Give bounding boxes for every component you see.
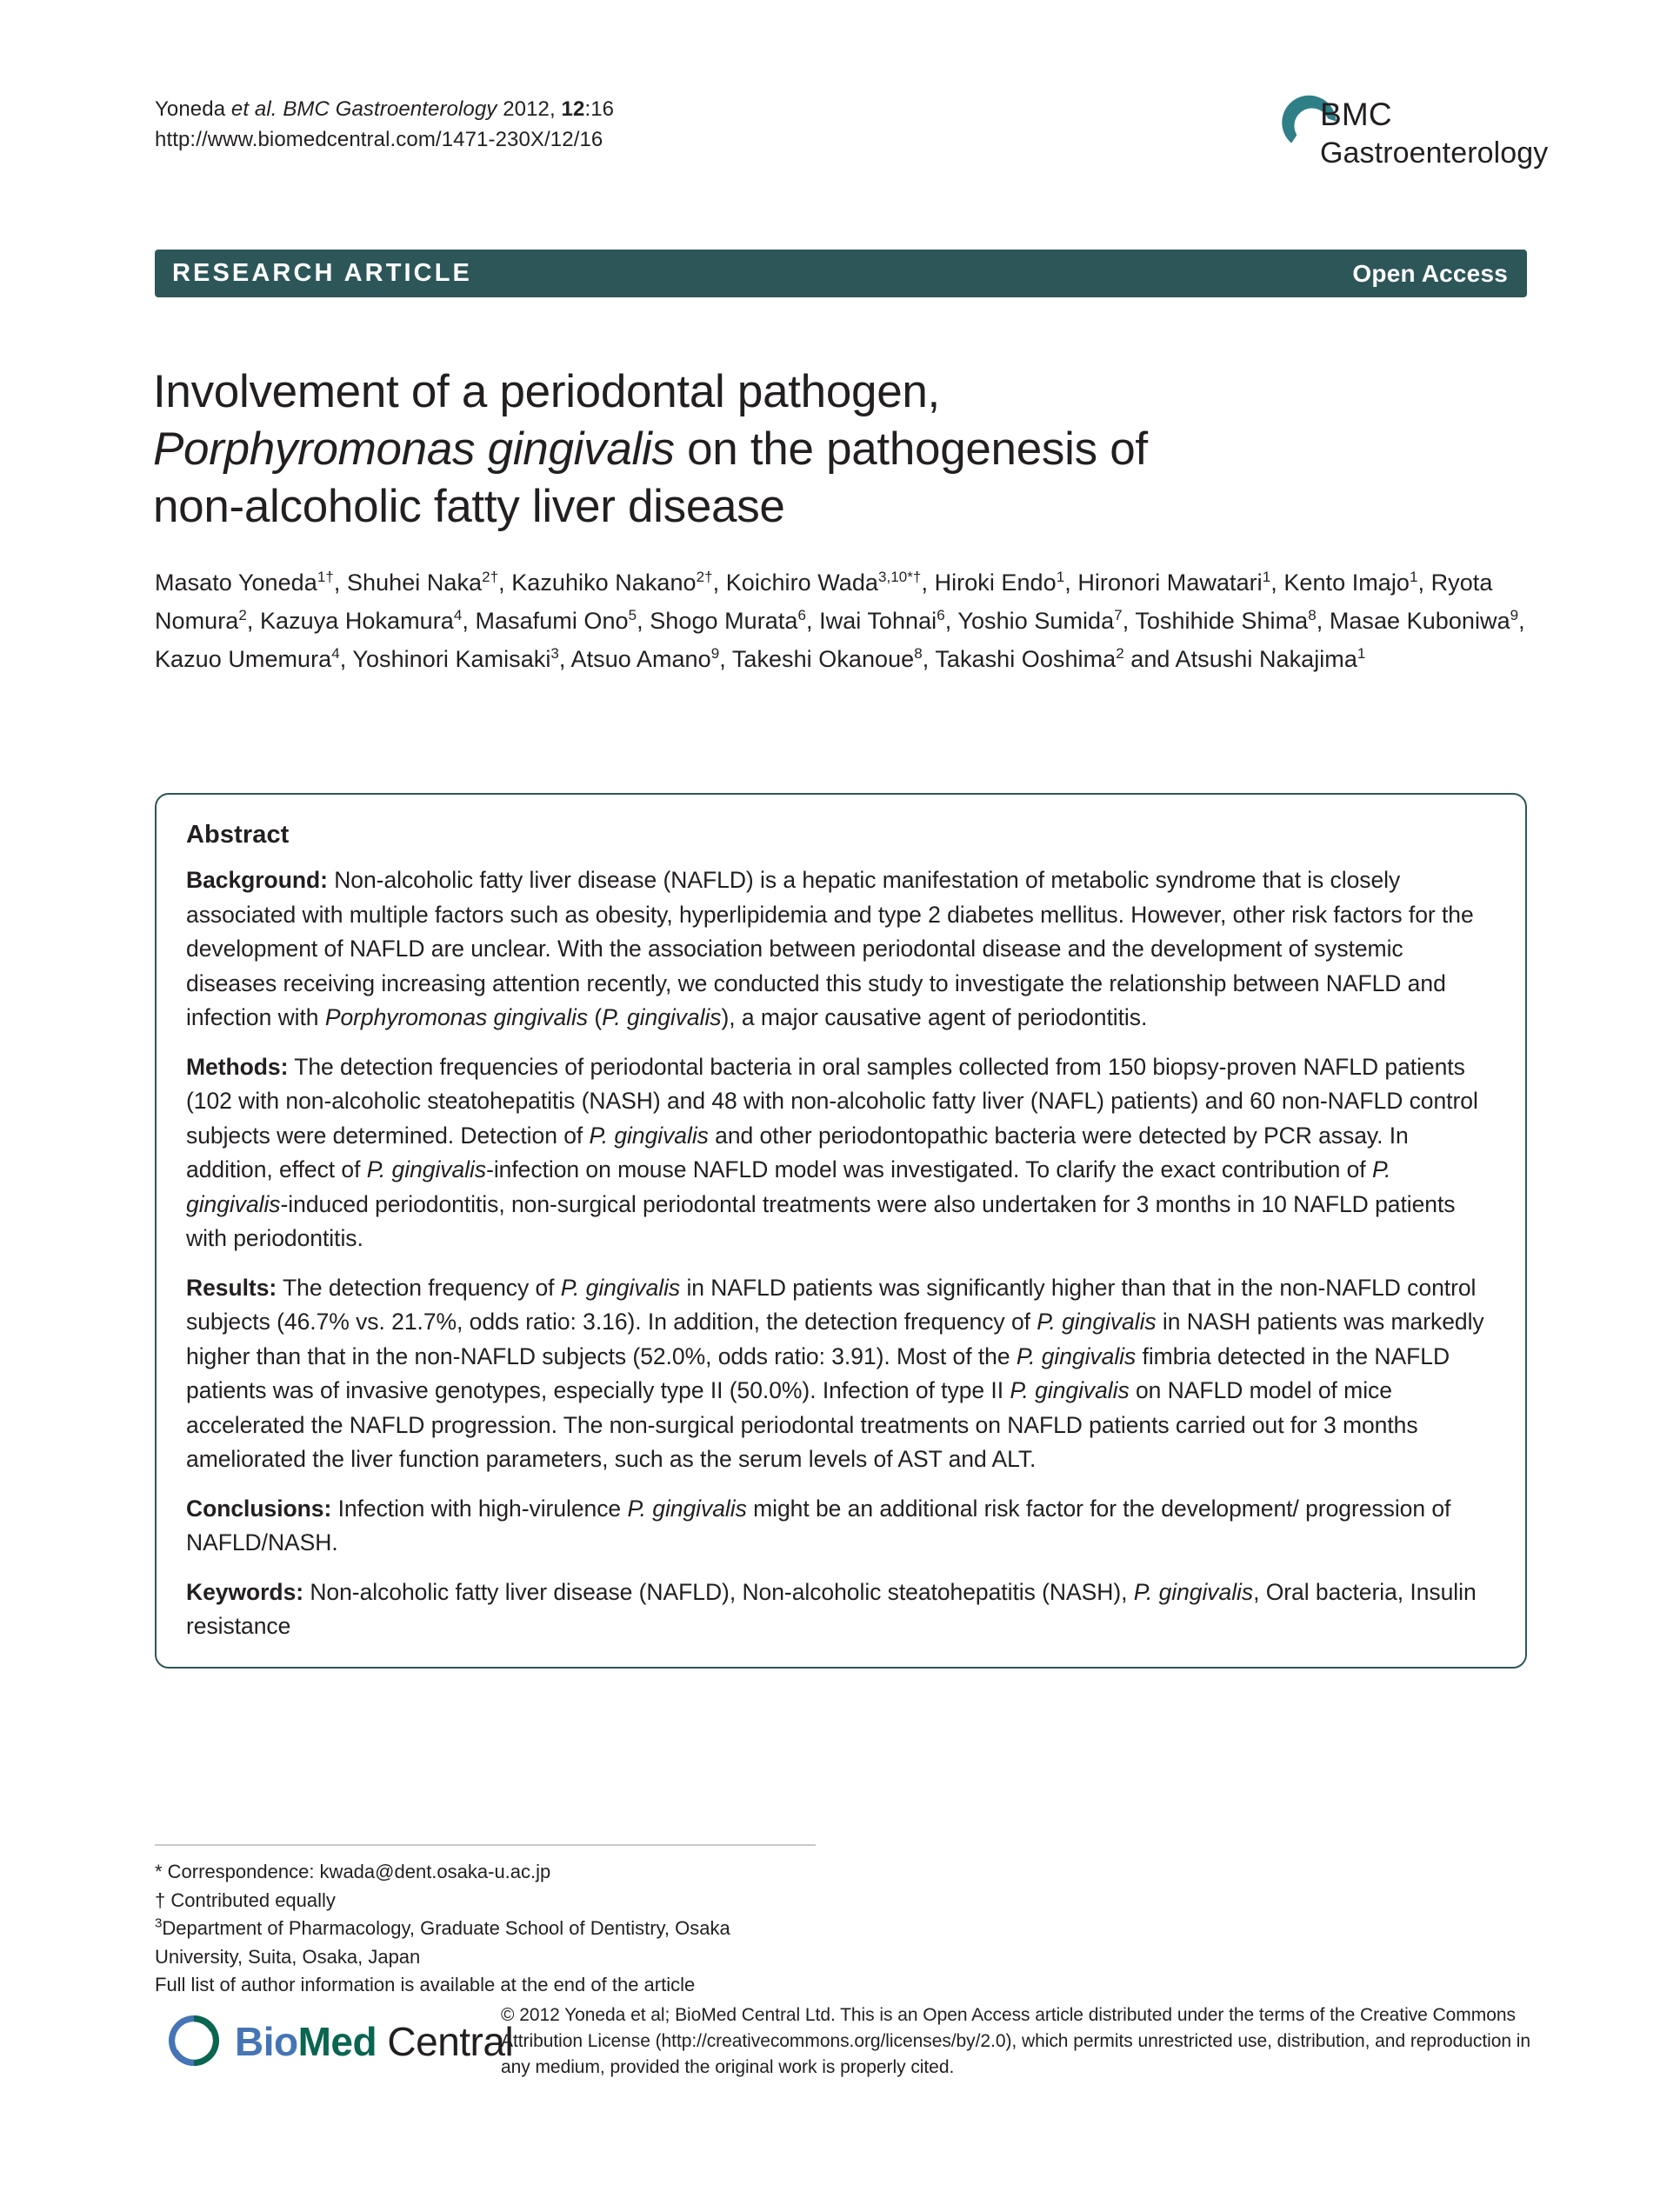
- author-affiliation-marker: 3: [550, 645, 559, 662]
- author-affiliation-marker: 6: [797, 607, 806, 623]
- author-name: Kazuo Umemura: [155, 646, 332, 672]
- author-affiliation-marker: 1: [1262, 569, 1271, 585]
- wordmark-bio: Bio: [235, 2019, 298, 2064]
- author-separator: and: [1123, 646, 1176, 672]
- wordmark-med: Med: [297, 2019, 377, 2064]
- abstract-italic-term: P. gingivalis: [627, 1495, 747, 1522]
- full-author-list-note: Full list of author information is available at the end of the article: [155, 1974, 696, 1995]
- author-separator: ,: [1417, 570, 1431, 596]
- author-name: Atsushi Nakajima: [1175, 646, 1357, 672]
- abstract-text: The detection frequency of: [277, 1274, 561, 1301]
- author-affiliation-marker: 8: [914, 645, 923, 662]
- abstract-text: might be an additional risk factor for the development/ progression of NAFLD/NASH.: [186, 1495, 1451, 1555]
- research-article-label: RESEARCH ARTICLE: [172, 259, 472, 287]
- abstract-italic-term: P. gingivalis: [589, 1122, 709, 1149]
- abstract-italic-term: P. gingivalis: [1133, 1578, 1254, 1605]
- abstract-section: [186, 863, 1496, 1036]
- author-separator: ,: [712, 570, 726, 596]
- abstract-section-label: Results:: [186, 1274, 277, 1301]
- abstract-text: and other periodontopathic bacteria were detected by PCR assay. In addition, effect of: [186, 1122, 1409, 1182]
- open-access-label: Open Access: [1352, 259, 1508, 287]
- copyright-notice: © 2012 Yoneda et al; BioMed Central Ltd. This is an Open Access article distributed under the terms of the Creative Commons Attribution License (http://creativecommons.org/licenses/by/2.0), which permits unrestricted use, distribution, and reproduction in any medium, provided the original work is properly cited.: [501, 2005, 1531, 2077]
- author-affiliation-marker: 2: [238, 607, 247, 623]
- biomed-central-logo: [158, 1993, 514, 2088]
- title-line-3: non-alcoholic fatty liver disease: [153, 480, 785, 532]
- running-head-year: 2012,: [497, 97, 562, 121]
- abstract-text: Infection with high-virulence: [331, 1495, 628, 1522]
- abstract-section: [186, 1050, 1496, 1256]
- author-separator: ,: [921, 570, 935, 596]
- author-separator: ,: [1064, 570, 1078, 596]
- running-head-citation: [155, 94, 614, 124]
- biomed-central-wordmark: [235, 2017, 513, 2066]
- author-affiliation-marker: 3,10*†: [877, 569, 922, 585]
- author-name: Yoshinori Kamisaki: [352, 646, 551, 672]
- running-head: [155, 94, 614, 155]
- running-head-issue: :16: [584, 97, 615, 121]
- author-name: Takeshi Okanoue: [731, 646, 915, 672]
- author-affiliation-marker: 9: [1510, 607, 1519, 623]
- author-affiliation-marker: 1: [1056, 569, 1065, 585]
- page-title: [153, 363, 1544, 536]
- author-separator: ,: [558, 646, 571, 672]
- author-separator: ,: [805, 608, 820, 634]
- abstract-section: [186, 1271, 1496, 1477]
- abstract-text: Non-alcoholic fatty liver disease (NAFLD) is a hepatic manifestation of metabolic syndrome that is closely associated with multiple factors such as obesity, hyperlipidemia and type 2 diabetes mellitus. However, other risk factors for the development of NAFLD are unclear. With the association between periodontal disease and the development of systemic diseases receiving increasing attention recently, we conducted this study to investigate the relationship between NAFLD and infection with: [186, 867, 1474, 1030]
- abstract-text: in NASH patients was markedly higher than that in the non-NAFLD subjects (52.0%, odds ratio: 3.91). Most of the: [186, 1309, 1484, 1369]
- author-name: Yoshio Sumida: [957, 608, 1115, 634]
- abstract-section-label: Background:: [186, 867, 328, 893]
- abstract-section-label: Methods:: [186, 1053, 289, 1080]
- abstract-text: -induced periodontitis, non-surgical periodontal treatments were also undertaken for 3 months in 10 NAFLD patients with periodontitis.: [186, 1190, 1456, 1251]
- journal-logo-bmc: BMC: [1320, 97, 1392, 132]
- abstract-text: ), a major causative agent of periodontitis.: [721, 1004, 1148, 1030]
- affiliation-note-line1: [155, 1915, 868, 1943]
- author-affiliation-marker: 6: [937, 607, 945, 623]
- affiliation-note-line2: University, Suita, Osaka, Japan: [155, 1945, 421, 1968]
- author-name: Kento Imajo: [1283, 570, 1410, 596]
- author-separator: ,: [333, 570, 347, 596]
- contributed-equally-note: † Contributed equally: [155, 1889, 336, 1911]
- abstract-italic-term: P. gingivalis: [366, 1156, 487, 1182]
- abstract-heading: Abstract: [186, 821, 290, 849]
- footnote-divider: [155, 1844, 816, 1846]
- abstract-text: , Oral bacteria, Insulin resistance: [186, 1578, 1477, 1639]
- author-separator: ,: [922, 646, 936, 672]
- affiliation-superscript: 3: [155, 1915, 163, 1931]
- footnotes: [155, 1858, 868, 2000]
- author-affiliation-marker: 5: [628, 607, 637, 623]
- author-affiliation-marker: 2†: [482, 569, 499, 585]
- author-separator: ,: [462, 608, 476, 634]
- abstract-italic-term: P. gingivalis: [1037, 1309, 1157, 1335]
- author-affiliation-marker: 2†: [696, 569, 713, 585]
- author-separator: ,: [944, 608, 958, 634]
- running-head-author: Yoneda: [155, 97, 231, 121]
- author-name: Masato Yoneda: [155, 570, 317, 596]
- author-separator: ,: [637, 608, 650, 634]
- author-separator: ,: [1518, 608, 1525, 634]
- author-name: Masae Kuboniwa: [1329, 608, 1510, 634]
- abstract-section-label: Keywords:: [186, 1578, 304, 1605]
- author-name: Iwai Tohnai: [819, 608, 937, 634]
- journal-logo-text: [1320, 96, 1548, 172]
- abstract-italic-term: P. gingivalis: [1010, 1377, 1130, 1403]
- abstract-text: The detection frequencies of periodontal bacteria in oral samples collected from 150 biopsy-proven NAFLD patients (102 with non-alcoholic steatohepatitis (NASH) and 48 with non-alcoholic fatty liver (NAFL) patients) and 60 non-NAFLD control subjects were determined. Detection of: [186, 1053, 1478, 1149]
- abstract-section: [186, 1575, 1496, 1644]
- author-affiliation-marker: 7: [1114, 607, 1123, 623]
- author-affiliation-marker: 4: [453, 607, 463, 623]
- author-separator: ,: [719, 646, 732, 672]
- correspondence-note: * Correspondence: kwada@dent.osaka-u.ac.jp: [155, 1861, 551, 1882]
- author-affiliation-marker: 9: [710, 645, 720, 662]
- abstract-italic-term: P. gingivalis: [602, 1004, 722, 1030]
- author-affiliation-marker: 1: [1357, 645, 1366, 662]
- running-head-journal: et al. BMC Gastroenterology: [230, 97, 497, 121]
- running-head-url: http://www.biomedcentral.com/1471-230X/12/16: [155, 128, 603, 151]
- author-affiliation-marker: 1†: [317, 569, 334, 585]
- abstract-text: in NAFLD patients was significantly higher than that in the non-NAFLD control subjects (46.7% vs. 21.7%, odds ratio: 3.16). In addition, the detection frequency of: [186, 1274, 1477, 1335]
- author-separator: ,: [246, 608, 260, 634]
- author-name: Masafumi Ono: [475, 608, 629, 634]
- author-name: Shuhei Naka: [346, 570, 483, 596]
- abstract-section: [186, 1492, 1496, 1561]
- abstract-text: (: [588, 1004, 603, 1030]
- abstract-italic-term: P. gingivalis: [560, 1274, 681, 1301]
- abstract-section-label: Conclusions:: [186, 1495, 332, 1522]
- author-affiliation-marker: 1: [1410, 569, 1418, 585]
- author-name: Takashi Ooshima: [935, 646, 1117, 672]
- abstract-text: Non-alcoholic fatty liver disease (NAFLD), Non-alcoholic steatohepatitis (NASH),: [303, 1578, 1134, 1605]
- author-separator: ,: [1316, 608, 1330, 634]
- biomed-ring-icon: [165, 2012, 223, 2069]
- abstract-text: on NAFLD model of mice accelerated the NAFLD progression. The non-surgical periodontal treatments on NAFLD patients carried out for 3 months ameliorated the liver function parameters, such as the serum levels of AST and ALT.: [186, 1377, 1418, 1472]
- abstract-italic-term: P. gingivalis: [1016, 1342, 1137, 1369]
- article-type-banner: [155, 250, 1527, 297]
- author-name: Toshihide Shima: [1135, 608, 1309, 634]
- author-name: Koichiro Wada: [725, 570, 878, 596]
- abstract-italic-term: Porphyromonas gingivalis: [324, 1004, 589, 1030]
- author-separator: ,: [1270, 570, 1284, 596]
- journal-logo-name: Gastroenterology: [1320, 137, 1549, 170]
- journal-logo: [1271, 80, 1558, 193]
- title-species-italic: Porphyromonas gingivalis: [153, 423, 675, 475]
- abstract-sections: [186, 863, 1496, 1644]
- author-affiliation-marker: 4: [331, 645, 340, 662]
- author-name: Ryota Nomura: [155, 570, 1493, 634]
- abstract-text: -infection on mouse NAFLD model was investigated. To clarify the exact contribution of: [486, 1156, 1372, 1182]
- abstract-italic-term: P. gingivalis: [186, 1156, 1391, 1217]
- author-name: Shogo Murata: [650, 608, 798, 634]
- author-separator: ,: [339, 646, 353, 672]
- title-line-2-rest: on the pathogenesis of: [674, 423, 1148, 475]
- author-affiliation-marker: 8: [1308, 607, 1317, 623]
- title-line-1: Involvement of a periodontal pathogen,: [153, 365, 940, 417]
- abstract-box: [155, 793, 1527, 1669]
- affiliation-text-1: Department of Pharmacology, Graduate School of Dentistry, Osaka: [162, 1917, 730, 1939]
- author-list: [155, 563, 1537, 678]
- abstract-text: fimbria detected in the NAFLD patients was of invasive genotypes, especially type II (50.0%). Infection of type II: [186, 1342, 1450, 1403]
- author-name: Hironori Mawatari: [1077, 570, 1263, 596]
- wordmark-central: Central: [377, 2019, 514, 2064]
- author-name: Atsuo Amano: [570, 646, 711, 672]
- author-affiliation-marker: 2: [1116, 645, 1124, 662]
- author-name: Kazuya Hokamura: [259, 608, 454, 634]
- author-separator: ,: [1122, 608, 1136, 634]
- running-head-volume: 12: [561, 97, 585, 121]
- author-name: Hiroki Endo: [934, 570, 1057, 596]
- author-separator: ,: [498, 570, 512, 596]
- author-name: Kazuhiko Nakano: [511, 570, 697, 596]
